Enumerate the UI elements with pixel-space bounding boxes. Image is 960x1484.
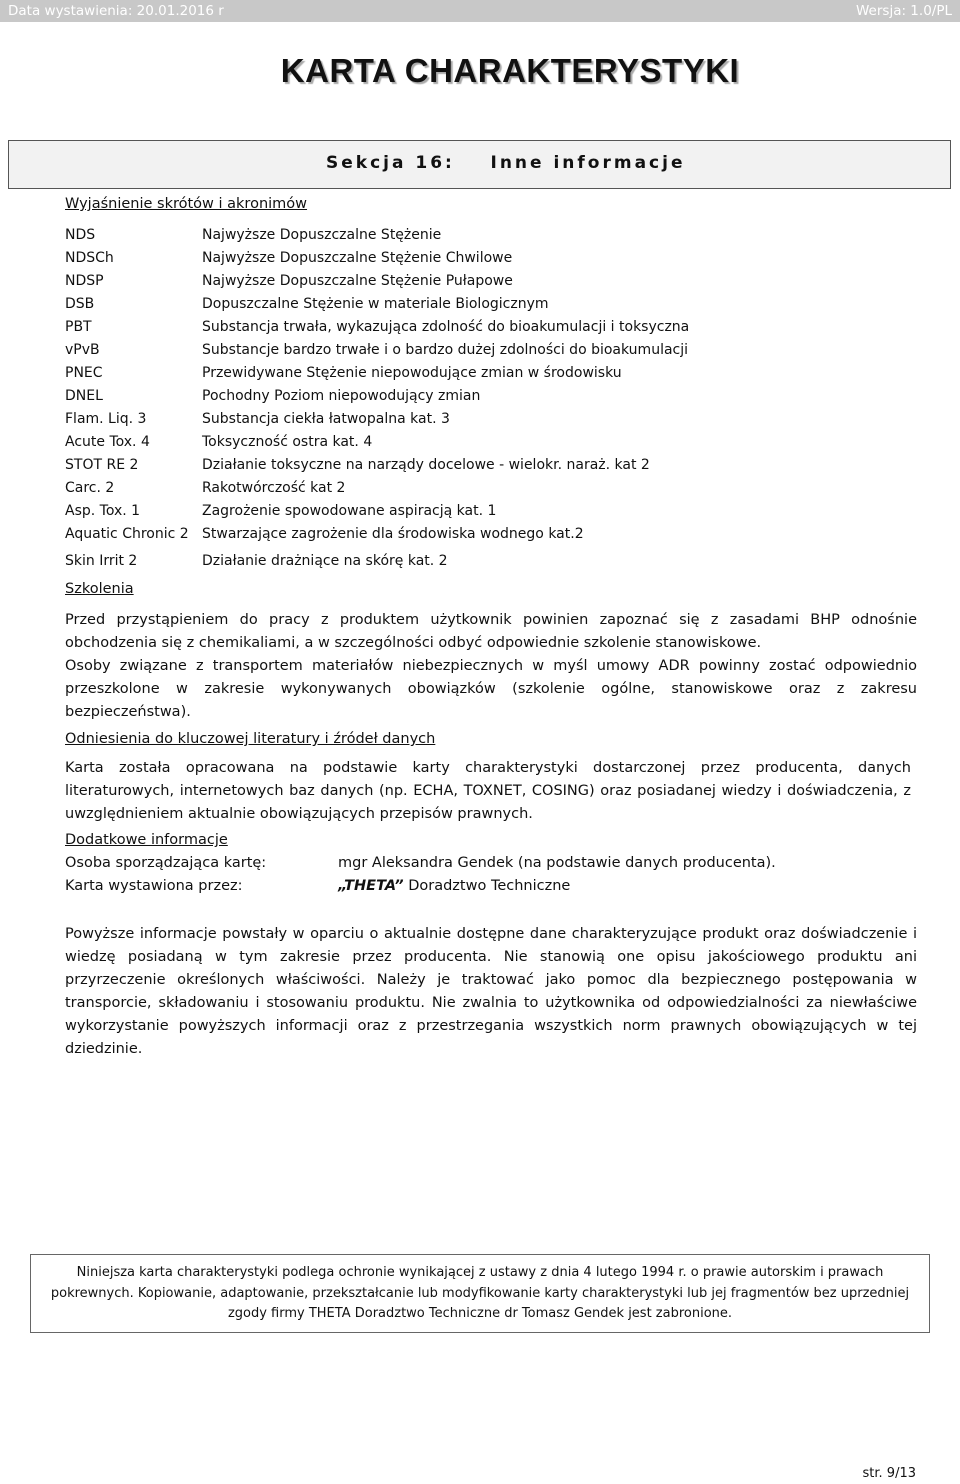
disclaimer-paragraph: Powyższe informacje powstały w oparciu o aktualnie dostępne dane charakteryzujące produkt oraz doświadczenie i wiedzę posiadaną w tym zakresie przez producenta. Nie stanowią one opisu jakościowego produktu ani przyrzeczenie określonych właściwości. Należy je traktować jako pomoc dla bezpiecznego postępowania w transporcie, składowaniu i stosowaniu produktu. Nie zwalnia to użytkownika od odpowiedzialności za niewłaściwe wykorzystanie powyższych informacji oraz z przestrzegania wszystkich norm prawnych obowiązujących w tej dziedzinie. [65,926,917,1057]
abbreviation-value: Toksyczność ostra kat. 4 [202,434,373,450]
abbreviation-row [65,272,925,295]
abbreviation-row [65,249,925,272]
abbreviation-value: Substancje bardzo trwałe i o bardzo dużej zdolności do bioakumulacji [202,342,689,358]
training-heading: Szkolenia [65,581,134,597]
abbreviation-row [65,410,925,433]
abbreviation-value: Pochodny Poziom niepowodujący zmian [202,388,481,404]
training-paragraph-2: Osoby związane z transportem materiałów niebezpiecznych w myśl umowy ADR powinny zostać odpowiednio przeszkolone w zakresie wykonywanych obowiązków (szkolenie ogólne, stanowiskowe oraz z zakresu bezpieczeństwa). [65,658,917,720]
abbreviation-row [65,364,925,387]
abbreviation-key: NDSCh [65,250,114,266]
abbreviation-row [65,525,925,548]
training-paragraph-1: Przed przystąpieniem do pracy z produktem użytkownik powinien zapoznać się z zasadami BHP odnośnie obchodzenia się z chemikaliami, a w szczególności odbyć odpowiednie szkolenie stanowiskowe. [65,612,917,651]
footer-line-1: Niniejsza karta charakterystyki podlega ochronie wynikającej z ustawy z dnia 4 lutego 1994 r. o prawie autorskim i prawach [76,1265,884,1280]
issuer-rest: Doradztwo Techniczne [403,878,571,894]
abbreviation-key: DNEL [65,388,103,404]
abbreviation-row [65,341,925,364]
abbreviations-list [65,226,925,575]
abbreviation-key: Acute Tox. 4 [65,434,150,450]
copyright-footer [30,1254,930,1333]
abbreviation-value: Substancja trwała, wykazująca zdolność do bioakumulacji i toksyczna [202,319,690,335]
document-title: KARTA CHARAKTERYSTYKI [280,52,740,89]
abbreviation-value: Stwarzające zagrożenie dla środowiska wodnego kat.2 [202,526,584,542]
abbreviation-value: Najwyższe Dopuszczalne Stężenie Pułapowe [202,273,513,289]
footer-line-2: pokrewnych. Kopiowanie, adaptowanie, przekształcanie lub modyfikowanie karty charakterystyki lub jej fragmentów bez uprzedniej [50,1285,910,1301]
abbreviation-value: Najwyższe Dopuszczalne Stężenie Chwilowe [202,250,513,266]
issue-date: Data wystawienia: 20.01.2016 r [8,3,224,19]
abbreviation-row [65,387,925,410]
section-label: Sekcja 16: Inne informacje [326,153,686,173]
abbreviation-value: Dopuszczalne Stężenie w materiale Biologicznym [202,296,549,312]
abbreviation-key: vPvB [65,342,100,358]
abbreviation-key: NDSP [65,273,104,289]
references-paragraph: Karta została opracowana na podstawie karty charakterystyki dostarczonej przez producenta, danych literaturowych, internetowych baz danych (np. ECHA, TOXNET, COSING) oraz posiadanej wiedzy i doświadczenia, z uwzględnieniem aktualnie obowiązujących przepisów prawnych. [65,760,911,822]
abbreviation-row [65,318,925,341]
abbreviation-row [65,295,925,318]
abbreviation-key: NDS [65,227,96,243]
abbreviation-row [65,479,925,502]
issuer-value [338,878,570,894]
page-number: str. 9/13 [862,1466,916,1481]
issuer-brand: „THETA” [338,878,404,894]
abbreviation-value: Działanie toksyczne na narządy docelowe - wielokr. naraż. kat 2 [202,457,650,473]
abbreviation-value: Działanie drażniące na skórę kat. 2 [202,553,448,569]
abbreviation-key: Aquatic Chronic 2 [65,526,189,542]
abbreviation-value: Rakotwórczość kat 2 [202,480,346,496]
abbreviation-row [65,552,925,575]
author-label: Osoba sporządzająca kartę: [65,855,267,871]
abbreviation-key: Flam. Liq. 3 [65,411,147,427]
issuer-label: Karta wystawiona przez: [65,878,243,894]
abbreviation-key: DSB [65,296,95,312]
abbreviation-key: PNEC [65,365,103,381]
abbreviation-row [65,456,925,479]
abbreviation-key: Asp. Tox. 1 [65,503,141,519]
abbreviation-row [65,226,925,249]
abbreviation-key: STOT RE 2 [65,457,139,473]
abbreviation-value: Najwyższe Dopuszczalne Stężenie [202,227,442,243]
references-heading: Odniesienia do kluczowej literatury i źródeł danych [65,731,436,747]
abbreviation-key: Skin Irrit 2 [65,553,138,569]
additional-info-heading: Dodatkowe informacje [65,832,228,848]
abbreviation-value: Przewidywane Stężenie niepowodujące zmian w środowisku [202,365,622,381]
abbreviation-row [65,433,925,456]
abbreviation-key: Carc. 2 [65,480,115,496]
abbreviation-key: PBT [65,319,92,335]
author-value: mgr Aleksandra Gendek (na podstawie danych producenta). [338,855,776,871]
section-header [8,140,951,189]
version: Wersja: 1.0/PL [856,3,952,19]
abbreviations-heading: Wyjaśnienie skrótów i akronimów [65,196,308,212]
abbreviation-value: Zagrożenie spowodowane aspiracją kat. 1 [202,503,497,519]
footer-line-3: zgody firmy THETA Doradztwo Techniczne dr Tomasz Gendek jest zabronione. [227,1306,733,1321]
header-bar [0,0,960,22]
abbreviation-value: Substancja ciekła łatwopalna kat. 3 [202,411,450,427]
abbreviation-row [65,502,925,525]
